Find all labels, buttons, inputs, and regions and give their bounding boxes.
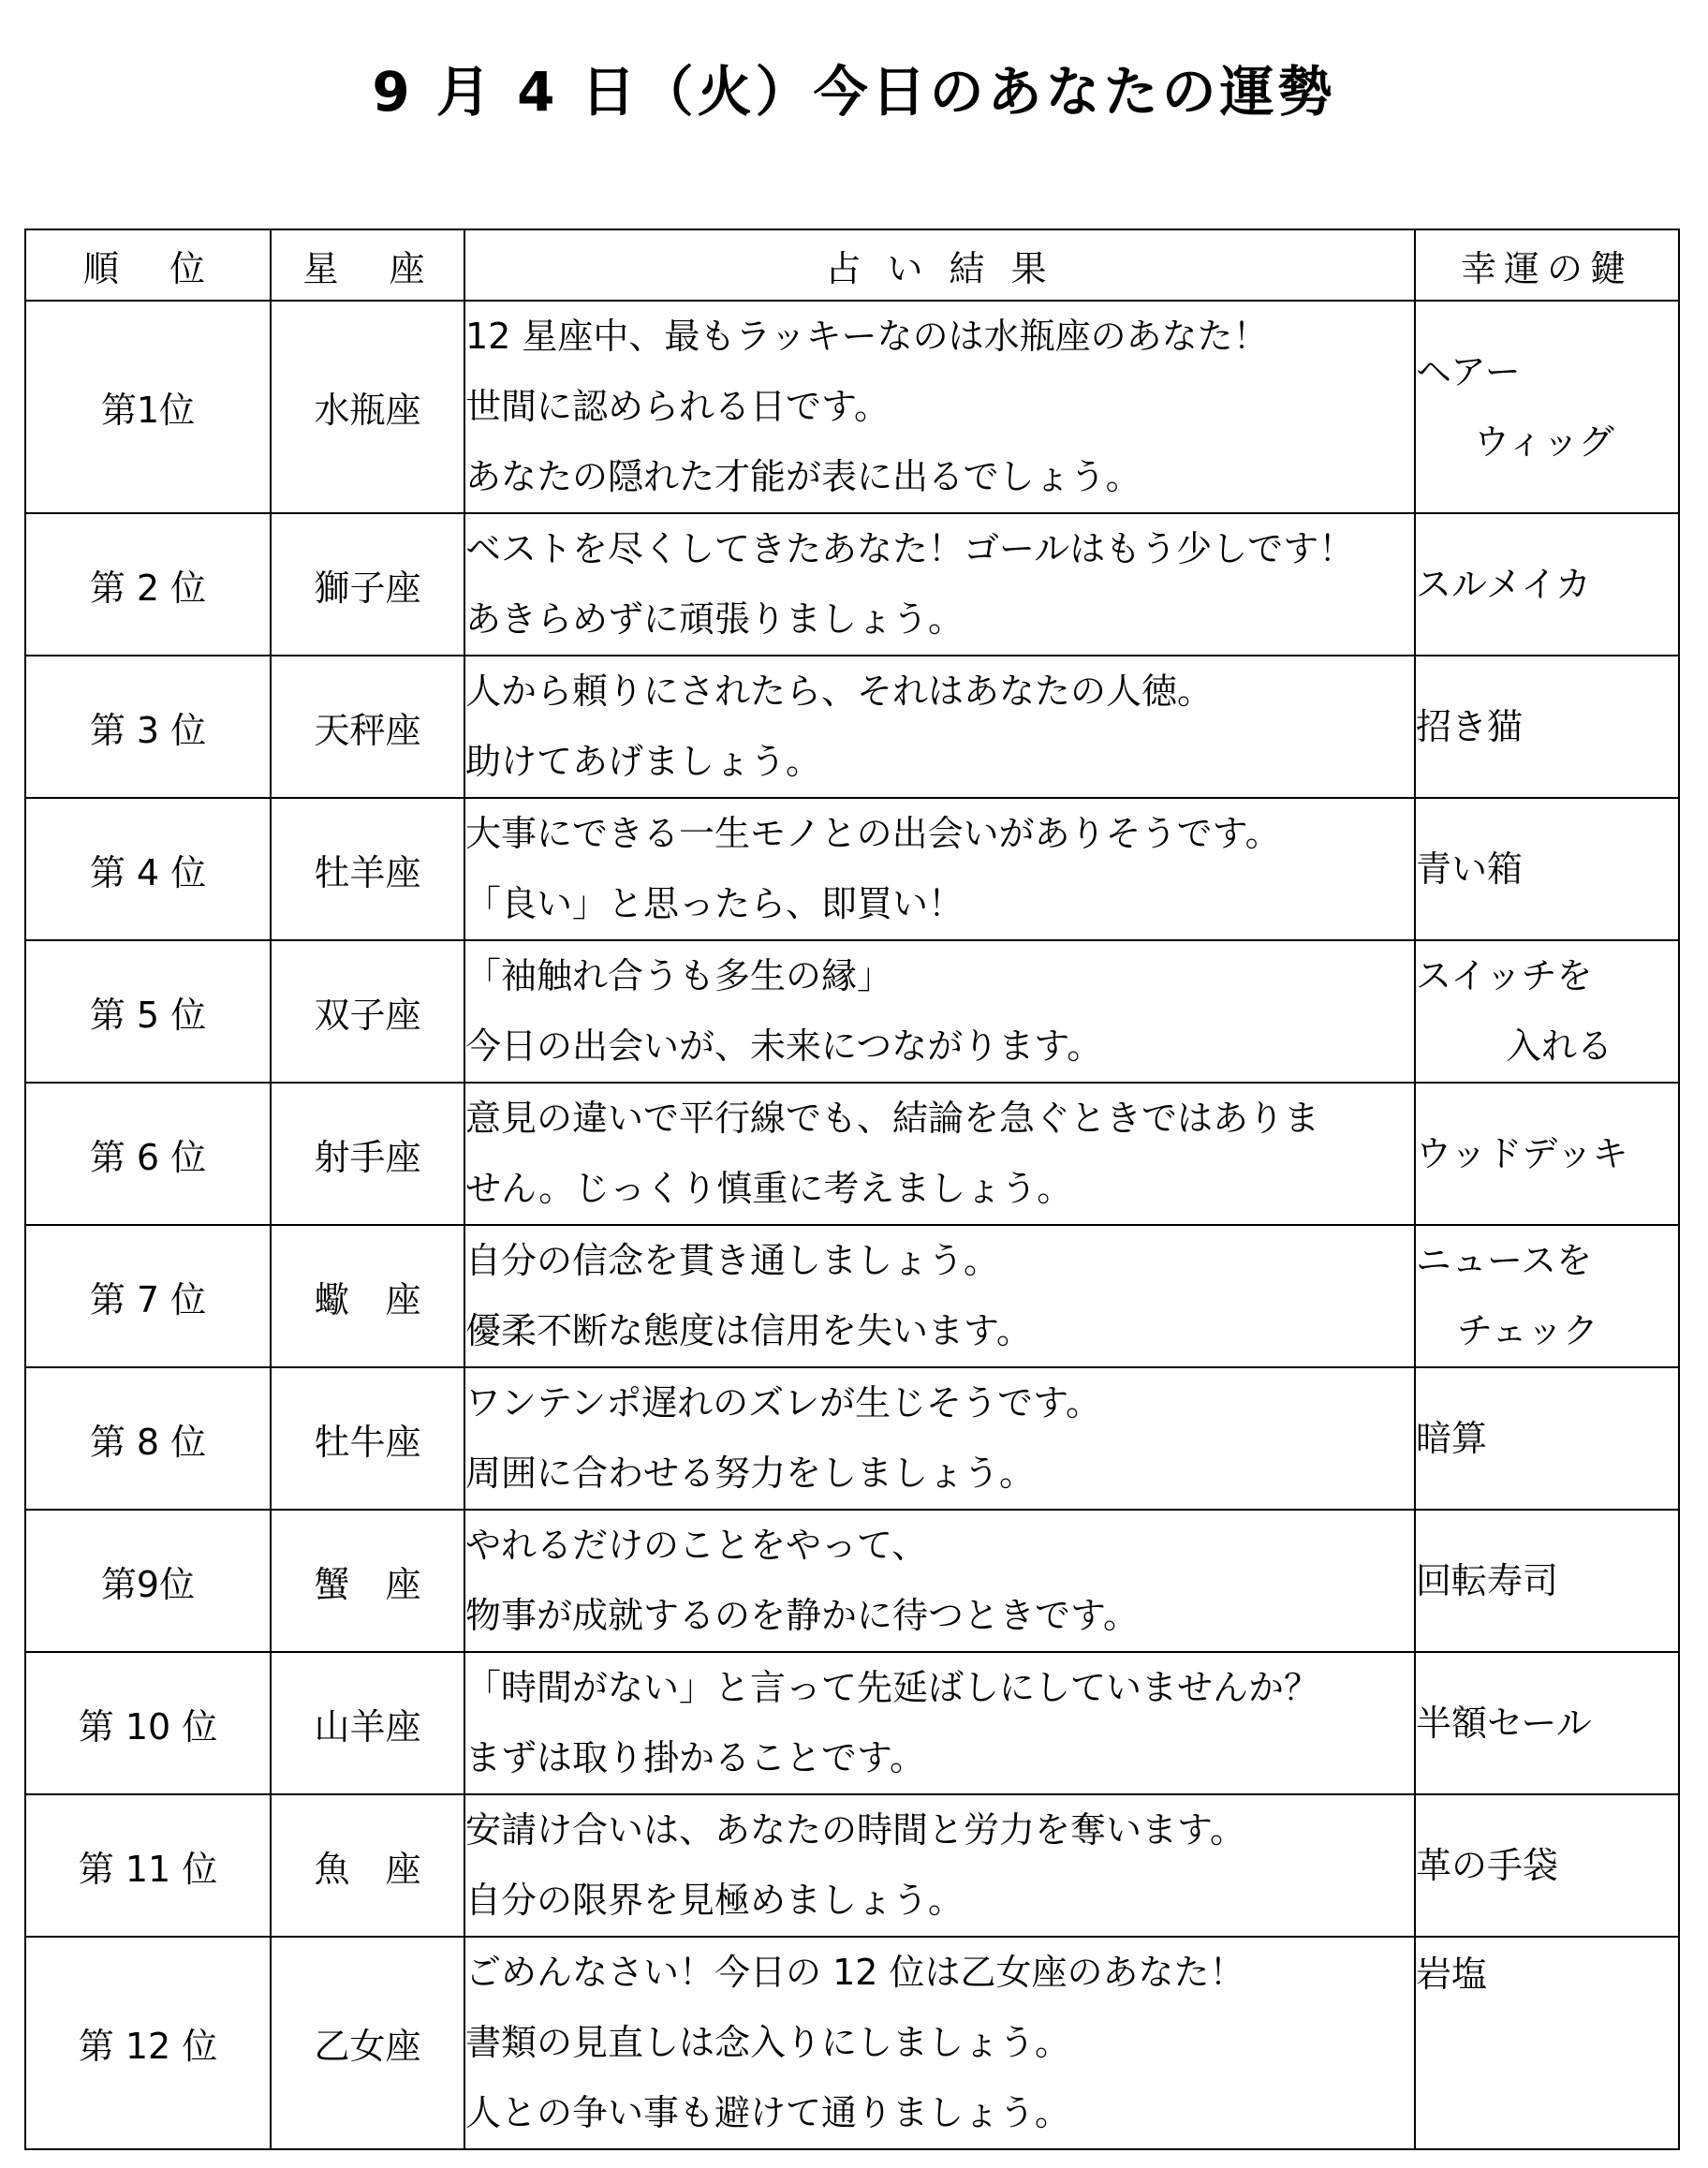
key-line: チェック <box>1457 1310 1598 1351</box>
table-row <box>25 1652 1679 1794</box>
key-cell <box>1415 1510 1679 1652</box>
key-line: スイッチを <box>1416 955 1593 996</box>
key-cell <box>1415 1083 1679 1225</box>
result-line: 12 星座中、最もラッキーなのは水瓶座のあなた！ <box>465 316 1269 357</box>
key-cell <box>1415 1652 1679 1794</box>
table-row <box>25 1937 1679 2149</box>
result-line: 書類の見直しは念入りにしましょう。 <box>465 2022 1071 2063</box>
result-cell <box>464 1652 1415 1794</box>
sign-cell: 山羊座 <box>271 1652 464 1794</box>
sign-cell: 水瓶座 <box>271 301 464 513</box>
result-line: 物事が成就するのを静かに待つときです。 <box>465 1595 1139 1636</box>
key-cell <box>1415 1937 1679 2149</box>
sign-cell: 蠍 座 <box>271 1225 464 1367</box>
result-line: 「時間がない」と言って先延ばしにしていませんか？ <box>465 1667 1320 1708</box>
key-cell <box>1415 1225 1679 1367</box>
result-line: まずは取り掛かることです。 <box>465 1737 925 1778</box>
result-cell <box>464 1937 1415 2149</box>
result-line: 世間に認められる日です。 <box>465 386 890 427</box>
result-cell <box>464 1510 1415 1652</box>
header-sign: 星 座 <box>271 229 464 301</box>
sign-cell: 双子座 <box>271 940 464 1083</box>
result-line: 自分の信念を貫き通しましょう。 <box>465 1240 1000 1281</box>
result-line: 人から頼りにされたら、それはあなたの人徳。 <box>465 671 1214 712</box>
table-header-row <box>25 229 1679 301</box>
result-line: 「袖触れ合うも多生の縁」 <box>465 955 893 996</box>
key-cell <box>1415 513 1679 656</box>
result-line: 安請け合いは、あなたの時間と労力を奪います。 <box>465 1809 1245 1851</box>
key-line: ウィッグ <box>1474 420 1614 463</box>
table-row <box>25 1794 1679 1937</box>
key-line: ウッドデッキ <box>1416 1132 1628 1174</box>
result-line: 自分の限界を見極めましょう。 <box>465 1880 964 1921</box>
result-cell <box>464 513 1415 656</box>
table-row <box>25 798 1679 940</box>
result-line: あなたの隠れた才能が表に出るでしょう。 <box>465 456 1141 497</box>
key-cell <box>1415 656 1679 798</box>
rank-cell: 第 8 位 <box>25 1367 271 1510</box>
result-line: 周囲に合わせる努力をしましょう。 <box>465 1453 1036 1494</box>
result-line: 意見の違いで平行線でも、結論を急ぐときではありま <box>465 1098 1320 1139</box>
result-line: ごめんなさい！今日の 12 位は乙女座のあなた！ <box>465 1952 1245 1993</box>
key-line: 半額セール <box>1416 1702 1592 1744</box>
rank-cell: 第 10 位 <box>25 1652 271 1794</box>
rank-cell: 第 6 位 <box>25 1083 271 1225</box>
result-cell <box>464 940 1415 1083</box>
rank-cell: 第 3 位 <box>25 656 271 798</box>
sign-cell: 牡羊座 <box>271 798 464 940</box>
result-line: 「良い」と思ったら、即買い！ <box>465 883 964 924</box>
rank-cell: 第9位 <box>25 1510 271 1652</box>
result-line: 優柔不断な態度は信用を失います。 <box>465 1310 1032 1351</box>
table-row <box>25 940 1679 1083</box>
result-line: 人との争い事も避けて通りましょう。 <box>465 2092 1071 2133</box>
key-cell <box>1415 1794 1679 1937</box>
result-line: 助けてあげましょう。 <box>465 741 822 782</box>
key-line: 青い箱 <box>1416 848 1524 890</box>
result-cell <box>464 1083 1415 1225</box>
key-line: 暗算 <box>1416 1417 1488 1459</box>
rank-cell: 第 7 位 <box>25 1225 271 1367</box>
key-cell <box>1415 1367 1679 1510</box>
key-line: ニュースを <box>1416 1240 1593 1281</box>
rank-cell: 第 2 位 <box>25 513 271 656</box>
result-cell <box>464 1367 1415 1510</box>
result-cell <box>464 656 1415 798</box>
key-cell <box>1415 940 1679 1083</box>
table-row <box>25 1225 1679 1367</box>
table-row <box>25 1367 1679 1510</box>
result-cell <box>464 798 1415 940</box>
key-line: スルメイカ <box>1416 563 1591 605</box>
table-row <box>25 513 1679 656</box>
rank-cell: 第1位 <box>25 301 271 513</box>
page-title: 9 月 4 日（火）今日のあなたの運勢 <box>372 60 1336 124</box>
fortune-table <box>24 229 1680 2150</box>
table-row <box>25 656 1679 798</box>
sign-cell: 射手座 <box>271 1083 464 1225</box>
rank-cell: 第 4 位 <box>25 798 271 940</box>
table-row <box>25 301 1679 513</box>
sign-cell: 魚 座 <box>271 1794 464 1937</box>
sign-cell: 牡牛座 <box>271 1367 464 1510</box>
key-line: 回転寿司 <box>1416 1559 1559 1601</box>
table-row <box>25 1083 1679 1225</box>
table-row <box>25 1510 1679 1652</box>
header-result: 占 い 結 果 <box>464 229 1415 301</box>
result-line: 今日の出会いが、未来につながります。 <box>465 1025 1103 1067</box>
key-line: 岩塩 <box>1416 1954 1488 1995</box>
result-cell <box>464 1794 1415 1937</box>
result-line: やれるだけのことをやって、 <box>465 1525 928 1566</box>
result-cell <box>464 1225 1415 1367</box>
result-line: ワンテンポ遅れのズレが生じそうです。 <box>465 1382 1102 1423</box>
result-line: せん。じっくり慎重に考えましょう。 <box>465 1168 1073 1209</box>
key-line: ヘアー <box>1416 350 1521 392</box>
key-line: 入れる <box>1506 1025 1613 1067</box>
sign-cell: 蟹 座 <box>271 1510 464 1652</box>
key-line: 招き猫 <box>1416 705 1524 747</box>
result-line: ベストを尽くしてきたあなた！ゴールはもう少しです！ <box>465 528 1355 569</box>
sign-cell: 天秤座 <box>271 656 464 798</box>
result-line: 大事にできる一生モノとの出会いがありそうです。 <box>465 813 1281 854</box>
result-line: あきらめずに頑張りましょう。 <box>465 598 964 640</box>
key-line: 革の手袋 <box>1416 1844 1559 1886</box>
sign-cell: 獅子座 <box>271 513 464 656</box>
rank-cell: 第 12 位 <box>25 1937 271 2149</box>
result-cell <box>464 301 1415 513</box>
sign-cell: 乙女座 <box>271 1937 464 2149</box>
header-key: 幸運の鍵 <box>1415 229 1679 301</box>
header-rank: 順 位 <box>25 229 271 301</box>
rank-cell: 第 11 位 <box>25 1794 271 1937</box>
rank-cell: 第 5 位 <box>25 940 271 1083</box>
key-cell <box>1415 301 1679 513</box>
key-cell <box>1415 798 1679 940</box>
